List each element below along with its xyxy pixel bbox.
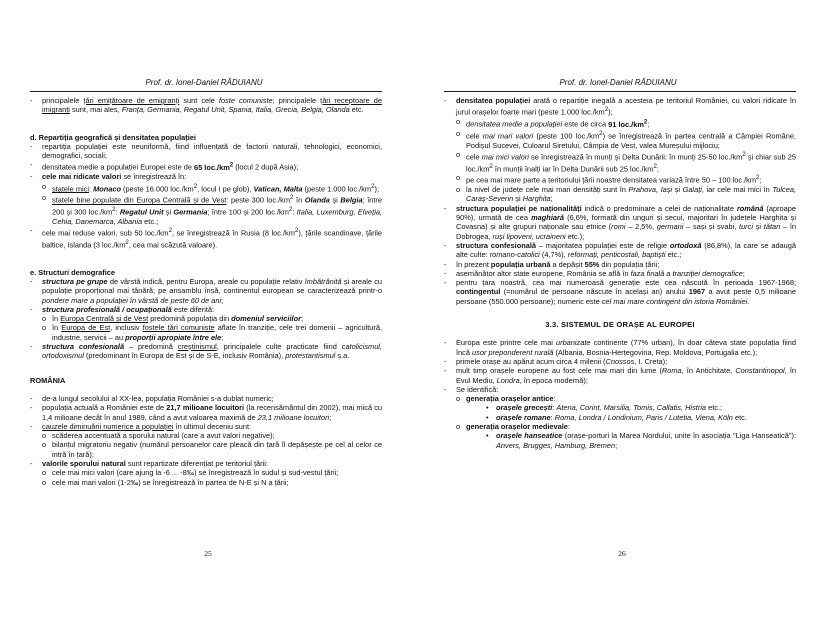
page-content (30, 96, 382, 487)
list-item (486, 403, 796, 412)
list-item: - cele mai reduse valori, sub 50 $loc./km^2$, se înregistrează în Rusia (8 $loc./km^2$), țările scandinave, țările baltice, Islanda (3 $loc./km^2$, cea mai scăzută valoare). (30, 226, 382, 250)
bullet-marker: - (30, 421, 33, 431)
list-item-text: Se identifică: (456, 384, 499, 394)
bullet-marker: • (486, 412, 489, 422)
bullet-marker: - (444, 338, 447, 348)
list-item (444, 269, 796, 278)
bullet-marker: o (456, 173, 461, 183)
bullet-marker: o (42, 193, 47, 203)
bullet-marker: o (42, 477, 47, 487)
bullet-marker: o (42, 440, 47, 450)
list-item (444, 260, 796, 269)
list-item (444, 366, 796, 385)
list-item-text: scăderea accentuată a sporului natural (care a avut valori negative); (52, 431, 275, 441)
list-item-text: pentru țara noastră, cea mai numeroasă generație este cea născută în perioada 1967-1968; contingentul (=numărul de persoane născute în același an) anului 1967 a avut peste 0,5 milioane persoane (550.000 persoane); numeric este cel mai mare contingent din istoria României. (456, 278, 796, 306)
section-title: 3.3. SISTEMUL DE ORAȘE AL EUROPEI (545, 320, 695, 330)
list-item-text: densitatea medie a populației este de circa 91 $loc./km^2$; (466, 118, 650, 129)
list-item: o generația orașelor antice: (456, 394, 556, 404)
list-item (42, 323, 382, 342)
list (30, 277, 382, 314)
page-header: Prof. dr. Ionel-Daniel RĂDUIANU (559, 78, 677, 87)
list-item-text: cele mai ridicate valori se înregistrează în: (42, 172, 187, 182)
page-content (444, 96, 796, 450)
list-item-text: orașele grecești: Atena, Corint, Marsilia, Tomis, Callatis, Histria etc.; (496, 403, 723, 413)
list (444, 204, 796, 306)
list-item: - structura confesională – predomină creștinismul, principalele culte practicate fiind catolicismul, ortodoxismul (predominant în Europa de Est și de S-E, inclusiv România), protestantismul ș.a. (30, 342, 382, 361)
list-item-text: de-a lungul secolului al XX-lea, populația României s-a dublat numeric; (42, 393, 274, 403)
list-item (42, 478, 382, 487)
bullet-marker: - (30, 160, 33, 170)
section-heading: ROMÂNIA (30, 375, 66, 385)
bullet-marker: o (42, 431, 47, 441)
bullet-marker: - (444, 356, 447, 366)
sublist (444, 403, 796, 422)
list-item-text: structura pe grupe de vârstă indică, pentru Europa, areale cu populație relativ îmbătrânită și areale cu populație proporțional mai tânără; pe ansamblu însă, continentul european se caracterizează printr-o pondere mare a populației în vârstă de peste 60 de ani; (42, 276, 382, 305)
bullet-marker: o (456, 149, 461, 159)
list-item-text: mult timp orașele europene au fost cele mai mari din lume (Roma, în Antichitate, Constantinopol, în Evul Mediu, Londra, în epoca modernă); (456, 366, 796, 385)
list-item-text: populația actuală a României este de 21,7 milioane locuitori (la recensământul din 2002), mai mică cu 1,4 milioane decât în anul 1989, când a avut valoarea maximă de 23,1 milioane locuitori; (42, 403, 383, 422)
bullet-marker: - (444, 384, 447, 394)
bullet-marker: - (444, 366, 447, 376)
list-item (456, 185, 796, 204)
list-item: - principalele țări emițătoare de emigranți sunt cele foste comuniste; principalele țări receptoare de imigranți sunt, mai ales, Franța, Germania, Regatul Unit, Spania, Italia, Grecia, Belgia, Olanda etc. (30, 96, 383, 115)
header-rule (444, 91, 796, 92)
bullet-marker: o (42, 323, 47, 333)
sublist (30, 468, 382, 487)
list-item (444, 241, 796, 260)
header-rule (30, 91, 382, 92)
list-item (456, 173, 796, 185)
section-heading: d. Repartiția geografică și densitatea populației (30, 132, 196, 142)
page-right (414, 0, 828, 640)
list (444, 338, 796, 394)
list-item: - densitatea populației arată o repartiție inegală a acesteia pe teritoriul României, cu valori ridicate în jurul orașelor foarte mari (peste 1.000 $loc./km^2$); (444, 96, 796, 117)
list-item (486, 413, 796, 422)
list-item-text: la nivel de județe cele mai mari densități sunt în Prahova, Iași și Galați, iar cele mai mici în Tulcea, Caraș-Severin și Harghita; (466, 185, 796, 204)
list-item (30, 142, 382, 161)
list-item-text: în prezent populația urbană a depășit 55% din populația țării; (456, 259, 660, 269)
list-item-text: asemănător altor state europene, România se află în faza finală a tranziției demografice; (456, 268, 745, 278)
list-item-text: cele mai mari valori (1-2‰) se înregistrează în partea de N-E și N a țării; (52, 477, 289, 487)
bullet-marker: • (486, 403, 489, 413)
bullet-marker: - (444, 259, 447, 269)
list-item: - valorile sporului natural sunt repartizate diferențiat pe teritoriul țării: (30, 459, 268, 469)
list-item-text: statele bine populate din Europa Centrală și de Vest: peste 300 $loc./km^2$ în Olanda și Belgia; între 200 și 300 $loc./km^2$: Regatul Unit și Germania; între 100 și 200 $loc./km^2$: Italia, Luxemburg, Elveția, Cehia, Danemarca, Albania etc.; (52, 194, 383, 226)
bullet-marker: o (456, 128, 461, 138)
list-item (444, 204, 796, 241)
bullet-marker: o (456, 185, 461, 195)
list-item (30, 160, 382, 172)
list-item (30, 277, 382, 305)
list-item (42, 182, 382, 194)
bullet-marker: - (444, 278, 447, 288)
list-item-text: repartiția populației este neuniformă, fiind influențată de factorii naturali, tehnologici, economici, demografici, sociali; (42, 141, 382, 161)
bullet-marker: o (42, 181, 47, 191)
list-item (30, 422, 382, 431)
bullet-marker: o (42, 314, 47, 324)
list-item-text: în Europa Centrală și de Vest predomină populația din domeniul serviciilor; (52, 314, 304, 324)
list-item (456, 129, 796, 150)
list-item (444, 385, 796, 394)
list-item (30, 305, 382, 314)
page-number: 26 (618, 549, 626, 558)
list-item-text: orașele romane: Roma, Londra / Londinium, Paris / Lutetia, Viena, Köln etc. (496, 412, 747, 422)
bullet-marker: - (30, 276, 33, 286)
list-item-text: cele mai mici valori se înregistrează în munți și Delta Dunării: în munți 25-50 $loc./km^2$ și chiar sub 25 $loc./km^2$ în munții înalți iar în Delta Dunării sub 25 $loc./km^2$; (466, 150, 796, 174)
bullet-marker: - (444, 268, 447, 278)
list-item (42, 314, 382, 323)
bullet-marker: - (30, 172, 33, 182)
list-item-text: Europa este printre cele mai urbanizate continente (77% urban), în doar câteva state populația fiind încă usor preponderent rurală (Albania, Bosnia-Herțegovina, Rep. Moldova, Portugalia etc.); (456, 338, 796, 357)
list-item-text: orașele hanseatice (orașe-porturi la Marea Nordului, unite în asociația "Liga Hanseatică"): Anvers, Brugges, Hamburg, Bremen; (496, 431, 796, 450)
list-item (30, 394, 382, 403)
page-number: 25 (204, 549, 212, 558)
list-item-text: structura profesională / ocupațională este diferită: (42, 304, 215, 314)
bullet-marker: - (30, 304, 33, 314)
bullet-marker: o (42, 468, 47, 478)
list-item-text: densitatea medie a populației Europei este de 65 $loc./km^2$ (locul 2 după Asia); (42, 161, 299, 172)
list-item-text: statele mici: Monaco (peste 16.000 $loc./km^2$, locul I pe glob), Vatican, Malta (peste 1.000 $loc./km^2$); (52, 182, 380, 194)
list-item-text: primele orașe au apărut acum circa 4 milenii (Cnossos, I. Creta); (456, 356, 668, 366)
bullet-marker: - (444, 203, 447, 213)
list-item-text: bilanțul migratoriu negativ (numărul persoanelor care pleacă din țară îl depășește pe cel al celor ce intră în țară); (52, 440, 382, 459)
sublist (30, 182, 382, 227)
list-item (444, 278, 796, 306)
list-item-text: cauzele diminuării numerice a populației în ultimul deceniu sunt: (42, 421, 252, 431)
bullet-marker: - (30, 403, 33, 413)
list-item-text: cele mai mici valori (care ajung la -6 ... -8‰) se înregistrează în sudul și sud-vestul țării; (52, 468, 339, 478)
list-item (42, 440, 382, 459)
sublist (444, 431, 796, 450)
bullet-marker: - (444, 240, 447, 250)
list-item (444, 338, 796, 357)
bullet-marker: • (486, 431, 489, 441)
section-heading: e. Structuri demografice (30, 267, 116, 277)
list-item (486, 431, 796, 450)
bullet-marker: - (30, 141, 33, 151)
list-item (456, 117, 796, 129)
list-item: o generația orașelor medievale: (456, 422, 570, 432)
sublist (30, 431, 382, 459)
list (30, 142, 382, 182)
list-item (30, 172, 382, 181)
bullet-marker: - (30, 393, 33, 403)
list-item (456, 150, 796, 174)
list-item-text: în Europa de Est, inclusiv fostele țări comuniste aflate în tranziție, cele trei domenii – agricultură, industrie, servicii – au proporții apropiate între ele; (52, 323, 382, 342)
sublist (444, 117, 796, 204)
list-item-text: cele mai mari valori (peste 100 $loc./km^2$) se înregistrează în partea centrală a Câmpiei Române, Podișul Sucevei, Culoarul Siretului, Câmpia de Vest, valea Mureșului mijlociu; (466, 129, 796, 150)
list-item (444, 357, 796, 366)
bullet-marker: o (456, 117, 461, 127)
list-item (30, 403, 382, 422)
list-item (42, 431, 382, 440)
list-item-text: pe cea mai mare parte a teritoriului țării noastre densitatea variază între 50 – 100 $loc./km^2$; (466, 174, 762, 185)
list-item (42, 193, 382, 226)
list-item (42, 468, 382, 477)
list-item-text: structura populației pe naționalități indică o predominare a celei de naționalitate română (aproape 90%), urmată de cea maghiară (6,6%, formată din unguri și secui, majoritari în județele Harghita și Covasna) și alte grupuri naționale sau etnice (romi – 2,5%, germani – sași și șvabi, turci și tătari – în Dobrogea, ruși lipoveni, ucraineni etc.); (456, 203, 796, 241)
sublist (30, 314, 382, 342)
list-item-text: structura confesională – majoritatea populației este de religie ortodoxă (86,8%), la care se adaugă alte culte: romano-catolici (4,7%), reformați, penticostali, baptiști etc.; (456, 240, 797, 260)
list (30, 394, 382, 431)
page-header: Prof. dr. Ionel-Daniel RĂDUIANU (145, 78, 263, 87)
